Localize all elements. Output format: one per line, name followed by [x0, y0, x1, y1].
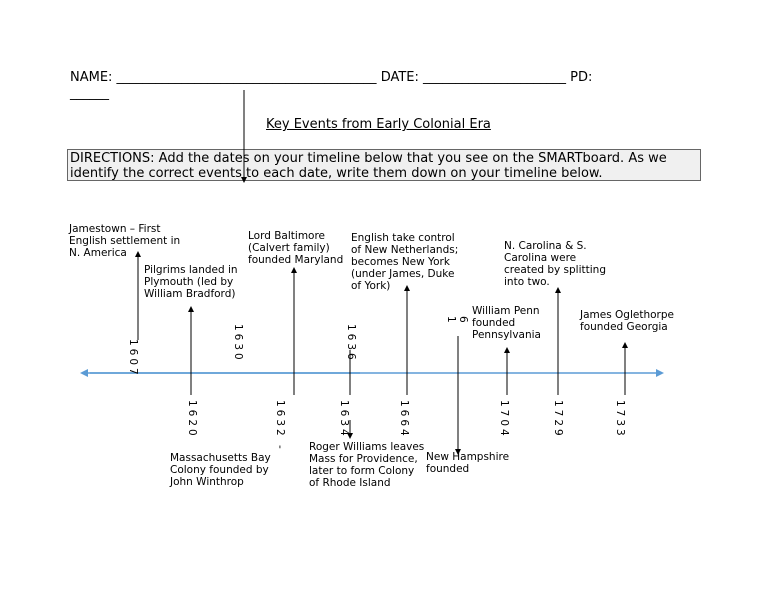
event-plymouth: Pilgrims landed in Plymouth (led by William Bradford)	[144, 264, 238, 300]
date-1704: 1704	[498, 400, 510, 439]
directions-box: DIRECTIONS: Add the dates on your timeline below that you see on the SMARTboard. As we identify the correct events to each date, write them down on your timeline below.	[67, 149, 701, 181]
event-carolinas: N. Carolina & S. Carolina were created by splitting into two.	[504, 240, 606, 288]
date-fragment-6: 6	[457, 316, 469, 326]
date-1636: 1636	[345, 324, 357, 363]
date-1729: 1729	[552, 400, 564, 439]
page-title: Key Events from Early Colonial Era	[266, 117, 491, 132]
date-1620: 1620	[186, 400, 198, 439]
event-pennsylvania: William Penn founded Pennsylvania	[472, 305, 541, 341]
date-1630: 1630	[232, 324, 244, 363]
event-massachusetts-bay: Massachusetts Bay Colony founded by John Winthrop	[170, 452, 271, 488]
period-line-continued[interactable]: ______	[70, 86, 109, 101]
event-georgia: James Oglethorpe founded Georgia	[580, 309, 674, 333]
event-rhode-island: Roger Williams leaves Mass for Providence, later to form Colony of Rhode Island	[309, 441, 425, 489]
date-1664: 1664	[398, 400, 410, 439]
date-1733: 1733	[614, 400, 626, 439]
date-1634: 1634	[338, 400, 350, 439]
event-maryland: Lord Baltimore (Calvert family) founded Maryland	[248, 230, 344, 266]
event-new-york: English take control of New Netherlands; becomes New York (under James, Duke of York)	[351, 232, 459, 292]
event-jamestown: Jamestown – First English settlement in N. America	[69, 223, 181, 259]
event-new-hampshire: New Hampshire founded	[426, 451, 510, 475]
date-1607: 1607	[127, 339, 139, 378]
name-date-period-line[interactable]: NAME: ________________________________________ DATE: ______________________ PD:	[70, 70, 593, 85]
date-1632: 1632 -	[274, 400, 286, 452]
date-fragment-1: 1	[445, 316, 457, 326]
